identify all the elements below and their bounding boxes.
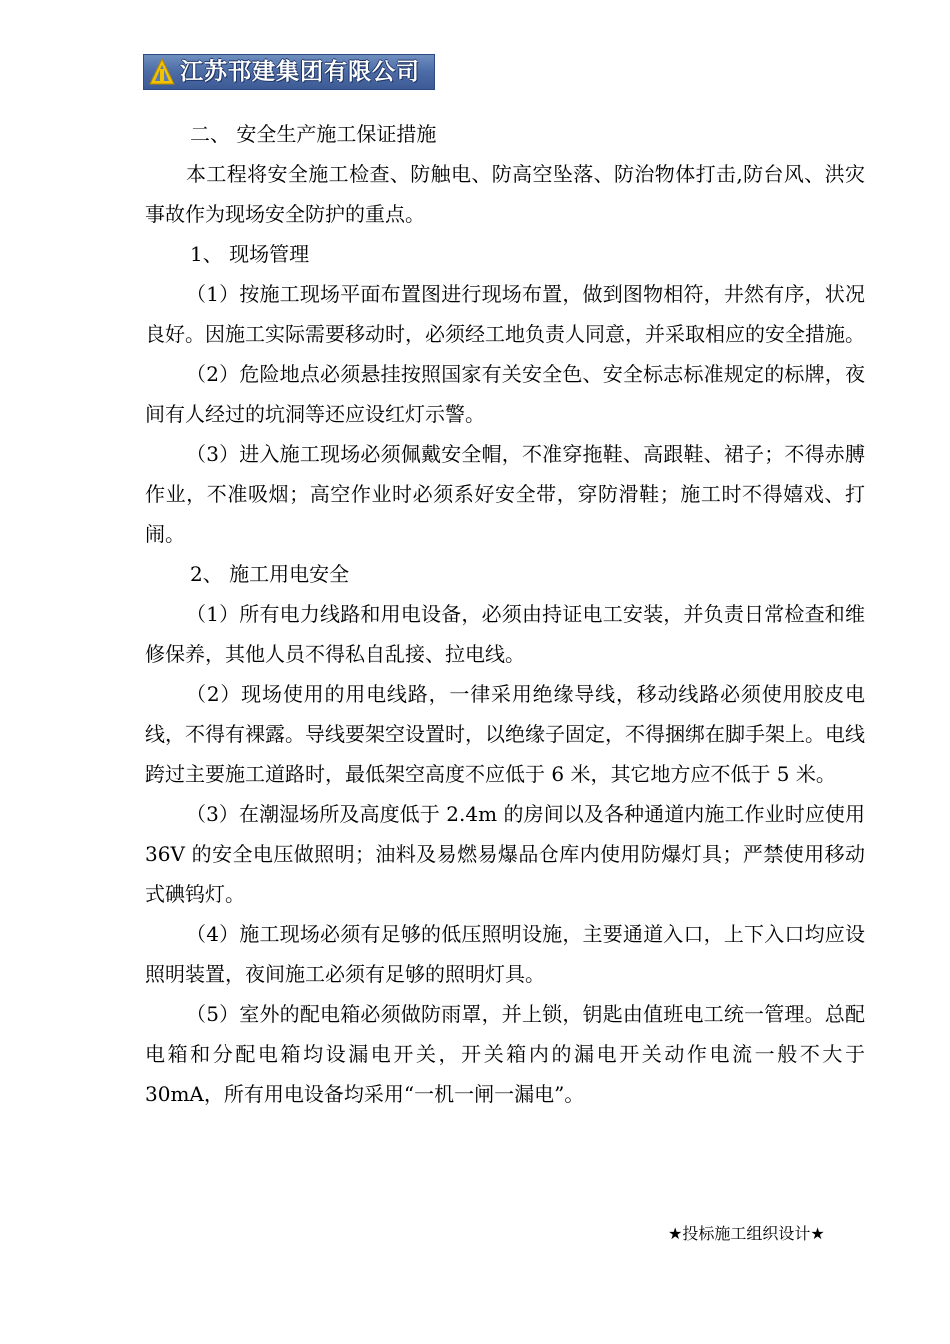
list-item: （3）在潮湿场所及高度低于 2.4m 的房间以及各种通道内施工作业时应使用 36V 的安全电压做照明；油料及易燃易爆品仓库内使用防爆灯具；严禁使用移动式碘钨灯。	[145, 802, 865, 906]
company-logo	[143, 54, 435, 90]
logo-emblem-icon	[144, 55, 180, 89]
list-item: （4）施工现场必须有足够的低压照明设施，主要通道入口，上下入口均应设照明装置，夜间施工必须有足够的照明灯具。	[145, 922, 865, 986]
page-footer: ★投标施工组织设计★	[668, 1224, 825, 1243]
list-item: （2）危险地点必须悬挂按照国家有关安全色、安全标志标准规定的标牌，夜间有人经过的坑洞等还应设红灯示警。	[145, 362, 865, 426]
company-logo-text: 江苏邗建集团有限公司	[180, 59, 420, 85]
list-item: （2）现场使用的用电线路，一律采用绝缘导线，移动线路必须使用胶皮电线，不得有裸露。导线要架空设置时，以绝缘子固定，不得捆绑在脚手架上。电线跨过主要施工道路时，最低架空高度不应低于 6 米，其它地方应不低于 5 米。	[145, 682, 865, 786]
intro-paragraph: 本工程将安全施工检查、防触电、防高空坠落、防治物体打击,防台风、洪灾事故作为现场安全防护的重点。	[145, 162, 865, 226]
subsection-title-site-management: 1、 现场管理	[190, 242, 310, 266]
document-body	[145, 114, 865, 1114]
list-item: （1）所有电力线路和用电设备，必须由持证电工安装，并负责日常检查和维修保养，其他人员不得私自乱接、拉电线。	[145, 602, 865, 666]
subsection-title-electrical-safety: 2、 施工用电安全	[190, 562, 350, 586]
list-item: （1）按施工现场平面布置图进行现场布置，做到图物相符，井然有序，状况良好。因施工实际需要移动时，必须经工地负责人同意，并采取相应的安全措施。	[145, 282, 865, 346]
list-item: （3）进入施工现场必须佩戴安全帽，不准穿拖鞋、高跟鞋、裙子；不得赤膊作业，不准吸烟；高空作业时必须系好安全带，穿防滑鞋；施工时不得嬉戏、打闹。	[145, 442, 865, 546]
list-item: （5）室外的配电箱必须做防雨罩，并上锁，钥匙由值班电工统一管理。总配电箱和分配电箱均设漏电开关，开关箱内的漏电开关动作电流一般不大于 30mA，所有用电设备均采用“一机一闸一漏电”。	[145, 1002, 865, 1106]
section-title: 二、 安全生产施工保证措施	[190, 122, 437, 146]
